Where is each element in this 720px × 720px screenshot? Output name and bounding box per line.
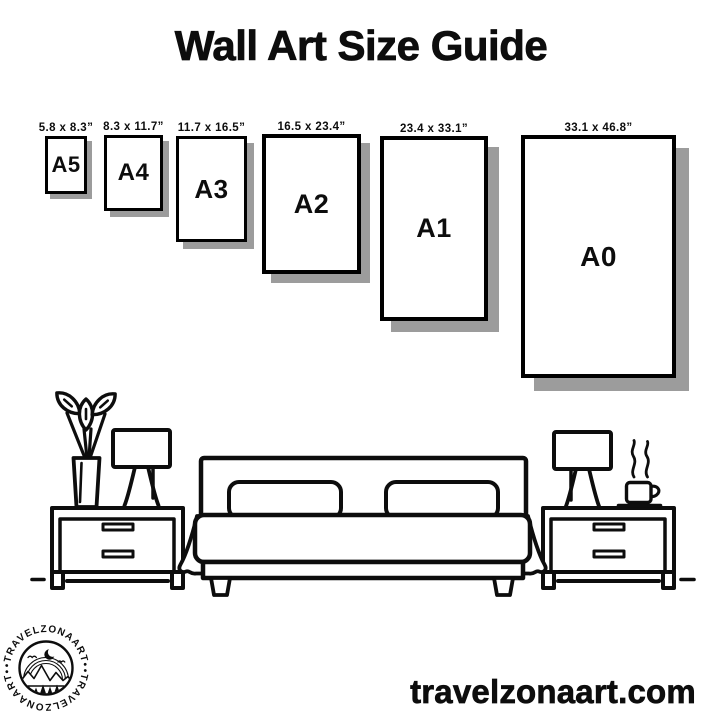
- coffee-cup-icon: [619, 441, 661, 506]
- frame-a1-dimensions: 23.4 x 33.1”: [399, 123, 469, 135]
- size-frame-a5: [38, 122, 94, 194]
- frame-a3-dimensions: 11.7 x 16.5”: [177, 122, 246, 134]
- nightstand-icon-right: [543, 508, 674, 588]
- logo-arc-text-top: •TRAVELZONAART•: [1, 623, 91, 668]
- size-frame-a2: [262, 121, 361, 274]
- table-lamp-icon-left: [113, 430, 170, 506]
- frame-a0-code: A0: [580, 240, 617, 272]
- size-frame-a4: [103, 121, 164, 211]
- frame-a2-dimensions: 16.5 x 23.4”: [277, 121, 346, 133]
- frame-a5-code: A5: [51, 152, 81, 177]
- bedroom-scene-illustration: [0, 378, 720, 606]
- brand-logo: [1, 621, 91, 715]
- website-text: travelzonaart.com: [410, 673, 696, 710]
- frame-a4-dimensions: 8.3 x 11.7”: [103, 121, 164, 133]
- table-lamp-icon-right: [554, 432, 611, 508]
- size-frame-a0: [521, 122, 676, 378]
- size-frame-a1: [380, 123, 488, 321]
- double-bed-icon: [179, 458, 545, 595]
- frame-a1-code: A1: [416, 213, 452, 243]
- potted-plant-icon: [52, 388, 119, 507]
- size-frame-a3: [176, 122, 247, 242]
- frame-a3-code: A3: [194, 173, 229, 204]
- page-title: Wall Art Size Guide: [174, 22, 548, 69]
- frame-a0-dimensions: 33.1 x 46.8”: [564, 122, 633, 134]
- frame-a2-code: A2: [293, 188, 330, 219]
- frame-a4-code: A4: [117, 159, 150, 186]
- logo-arc-text-bottom: •TRAVELZONAART•: [1, 668, 91, 713]
- nightstand-icon-left: [52, 508, 183, 588]
- frame-a5-dimensions: 5.8 x 8.3”: [38, 122, 94, 134]
